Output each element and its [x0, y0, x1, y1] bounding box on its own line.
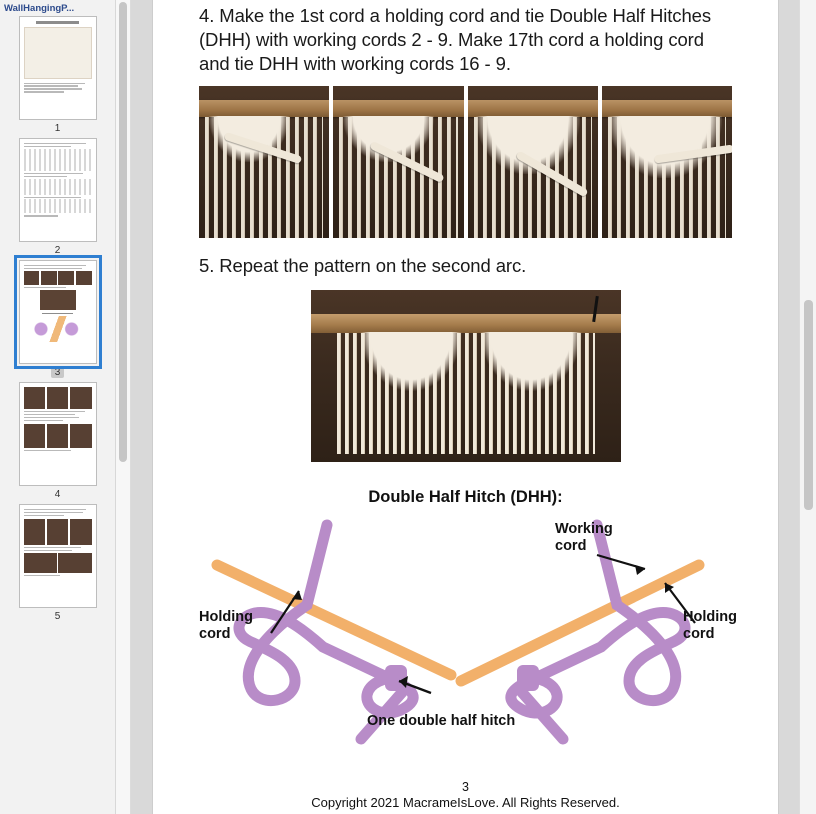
thumbnail-item-4[interactable]	[0, 382, 115, 500]
thumbnail-number-5: 5	[54, 611, 61, 622]
label-holding-cord-right-line1: Holding	[683, 609, 737, 625]
left-knot-marker	[385, 665, 407, 691]
thumbnail-preview	[20, 383, 96, 485]
thumbnail-page-4[interactable]	[19, 382, 97, 486]
label-holding-cord-right	[683, 609, 737, 643]
page-footer	[153, 780, 778, 810]
thumbnail-sidebar[interactable]	[0, 0, 116, 814]
right-knot-marker	[517, 665, 539, 691]
document-scrollbar-thumb[interactable]	[804, 300, 813, 510]
left-working-cord	[239, 525, 413, 739]
sidebar-scrollbar-thumb[interactable]	[119, 2, 127, 462]
photo-dhh-1	[199, 86, 329, 238]
thumbnail-page-1[interactable]	[19, 16, 97, 120]
page-number: 3	[462, 780, 469, 794]
thumbnail-item-5[interactable]	[0, 504, 115, 622]
sidebar-file-title: WallHangingP...	[4, 3, 75, 14]
photo-dhh-4	[602, 86, 732, 238]
label-holding-cord-left-line2: cord	[199, 626, 231, 642]
thumbnail-number-4: 4	[54, 489, 61, 500]
right-holding-cord	[461, 565, 699, 681]
label-holding-cord-right-line2: cord	[683, 626, 715, 642]
photo-finished-wall-hanging	[311, 290, 621, 462]
photo-strip-step-4	[199, 86, 732, 238]
step-4-text: 4. Make the 1st cord a holding cord and tie Double Half Hitches (DHH) with working cords 2 - 9. Make 17th cord a holding cord and tie DHH with working cords 16 - 9.	[199, 5, 711, 74]
thumbnail-page-3[interactable]	[19, 260, 97, 364]
label-working-cord-line2: cord	[555, 538, 587, 554]
thumbnail-preview	[20, 505, 96, 607]
thumbnail-preview	[20, 17, 96, 119]
label-holding-cord-left-line1: Holding	[199, 609, 253, 625]
step-5-text: 5. Repeat the pattern on the second arc.	[199, 255, 527, 276]
copyright-notice: Copyright 2021 MacrameIsLove. All Rights Reserved.	[311, 795, 620, 810]
dhh-diagram	[199, 513, 737, 745]
dhh-diagram-svg	[199, 513, 732, 745]
label-holding-cord-left	[199, 609, 253, 643]
thumbnail-number-1: 1	[54, 123, 61, 134]
right-working-cord	[511, 525, 685, 739]
thumbnail-item-2[interactable]	[0, 138, 115, 256]
dhh-section-heading: Double Half Hitch (DHH):	[368, 488, 563, 506]
thumbnail-page-2[interactable]	[19, 138, 97, 242]
thumbnail-item-3[interactable]	[0, 260, 115, 378]
sidebar-scrollbar[interactable]	[116, 0, 131, 814]
photo-dhh-3	[468, 86, 598, 238]
photo-dhh-2	[333, 86, 463, 238]
label-working-cord	[555, 521, 613, 555]
thumbnail-number-3: 3	[51, 367, 65, 378]
thumbnail-preview	[20, 261, 96, 363]
thumbnail-number-2: 2	[54, 245, 61, 256]
thumbnail-preview	[20, 139, 96, 241]
thumbnail-item-1[interactable]	[0, 16, 115, 134]
label-working-cord-line1: Working	[555, 521, 613, 537]
document-scrollbar[interactable]	[799, 0, 816, 814]
thumbnail-page-5[interactable]	[19, 504, 97, 608]
document-page-3	[153, 0, 778, 814]
label-one-double-half-hitch: One double half hitch	[367, 713, 516, 729]
document-viewport[interactable]	[131, 0, 800, 814]
